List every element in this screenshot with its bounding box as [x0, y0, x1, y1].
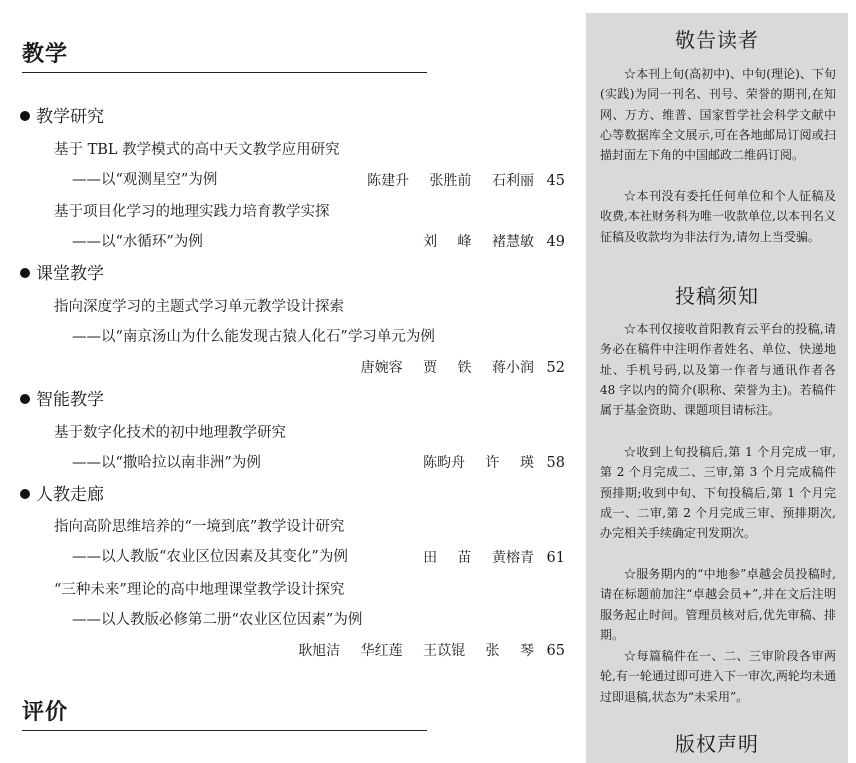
article-title[interactable]: 基于 TBL 教学模式的高中天文教学应用研究	[54, 142, 340, 158]
bullet-icon	[20, 111, 30, 121]
section-heading-evaluation: 评价	[22, 700, 427, 731]
submission-paragraph: ☆服务期内的“中地参”卓越会员投稿时,请在标题前加注“卓越会员+”,并在文后注明服务起止时间。管理员核对后,优先审稿、排期。	[600, 567, 836, 642]
copyright-title: 版权声明	[675, 732, 759, 756]
article-authors: 唐婉容 贾 铁 蒋小润	[360, 360, 534, 376]
article-subtitle: ——以“观测星空”为例	[72, 172, 218, 188]
article-page: 49	[546, 234, 565, 250]
category-classroom-teaching	[20, 263, 104, 285]
notice-paragraph: ☆本刊没有委托任何单位和个人征稿及收费,本社财务科为唯一收款单位,以本刊名义征稿及收款均为非法行为,请勿上当受骗。	[600, 189, 836, 244]
article-page: 52	[546, 360, 565, 376]
bullet-icon	[20, 394, 30, 404]
article-title[interactable]: 基于项目化学习的地理实践力培育教学实探	[54, 204, 330, 220]
article-title[interactable]: 基于数字化技术的初中地理教学研究	[54, 425, 286, 441]
submission-title: 投稿须知	[675, 284, 759, 308]
category-label: 人教走廊	[36, 485, 104, 505]
article-authors: 耿旭洁 华红莲 王苡锟 张 琴	[298, 643, 534, 659]
article-page: 65	[546, 643, 565, 659]
submission-paragraph: ☆本刊仅接收首阳教育云平台的投稿,请务必在稿件中注明作者姓名、单位、快递地址、手机号码,以及第一作者与通讯作者各 48 字以内的简介(职称、荣誉为主)。若稿件属于基金资助、课题项目请标注。	[600, 322, 836, 418]
article-authors: 陈畇舟 许 瑛	[423, 455, 534, 471]
article-title[interactable]: 指向深度学习的主题式学习单元教学设计探索	[54, 299, 344, 315]
article-page: 45	[546, 173, 565, 189]
article-authors: 田 苗 黄榕青	[423, 550, 534, 566]
category-pep-corridor	[20, 484, 104, 506]
notice-paragraph: ☆本刊上旬(高初中)、中旬(理论)、下旬(实践)为同一刊名、刊号、荣誉的期刊,在知网、万方、维普、国家哲学社会科学文献中心等数据库全文展示,可在各地邮局订阅或扫描封面左下角的中国邮政二维码订阅。	[600, 67, 836, 163]
article-authors: 陈建升 张胜前 石利丽	[367, 173, 534, 189]
article-subtitle: ——以“撒哈拉以南非洲”为例	[72, 455, 261, 471]
bullet-icon	[20, 489, 30, 499]
article-page: 61	[546, 550, 565, 566]
submission-paragraph: ☆每篇稿件在一、二、三审阶段各审两轮,有一轮通过即可进入下一审次,两轮均未通过即退稿,状态为“未采用”。	[600, 649, 836, 704]
article-authors: 刘 峰 褚慧敏	[423, 234, 534, 250]
category-teaching-research	[20, 106, 104, 128]
article-page: 58	[546, 455, 565, 471]
category-label: 课堂教学	[36, 264, 104, 284]
submission-paragraph: ☆收到上旬投稿后,第 1 个月完成一审,第 2 个月完成二、三审,第 3 个月完成稿件预排期;收到中旬、下旬投稿后,第 1 个月完成一、二审,第 2 个月完成三审、预排期次,办完相关手续确定刊发期次。	[600, 445, 836, 541]
category-smart-teaching	[20, 389, 104, 411]
article-subtitle: ——以人教版“农业区位因素及其变化”为例	[72, 549, 348, 565]
category-label: 教学研究	[36, 107, 104, 127]
notice-title: 敬告读者	[675, 28, 759, 52]
section-heading-teaching: 教学	[22, 42, 427, 73]
article-subtitle: ——以“水循环”为例	[72, 234, 203, 250]
article-subtitle: ——以“南京汤山为什么能发现古猿人化石”学习单元为例	[72, 329, 435, 345]
bullet-icon	[20, 268, 30, 278]
sidebar-panel	[586, 13, 848, 763]
article-title[interactable]: “三种未来”理论的高中地理课堂教学设计探究	[54, 582, 345, 598]
category-label: 智能教学	[36, 390, 104, 410]
article-subtitle: ——以人教版必修第二册“农业区位因素”为例	[72, 612, 363, 628]
article-title[interactable]: 指向高阶思维培养的“一境到底”教学设计研究	[54, 519, 345, 535]
